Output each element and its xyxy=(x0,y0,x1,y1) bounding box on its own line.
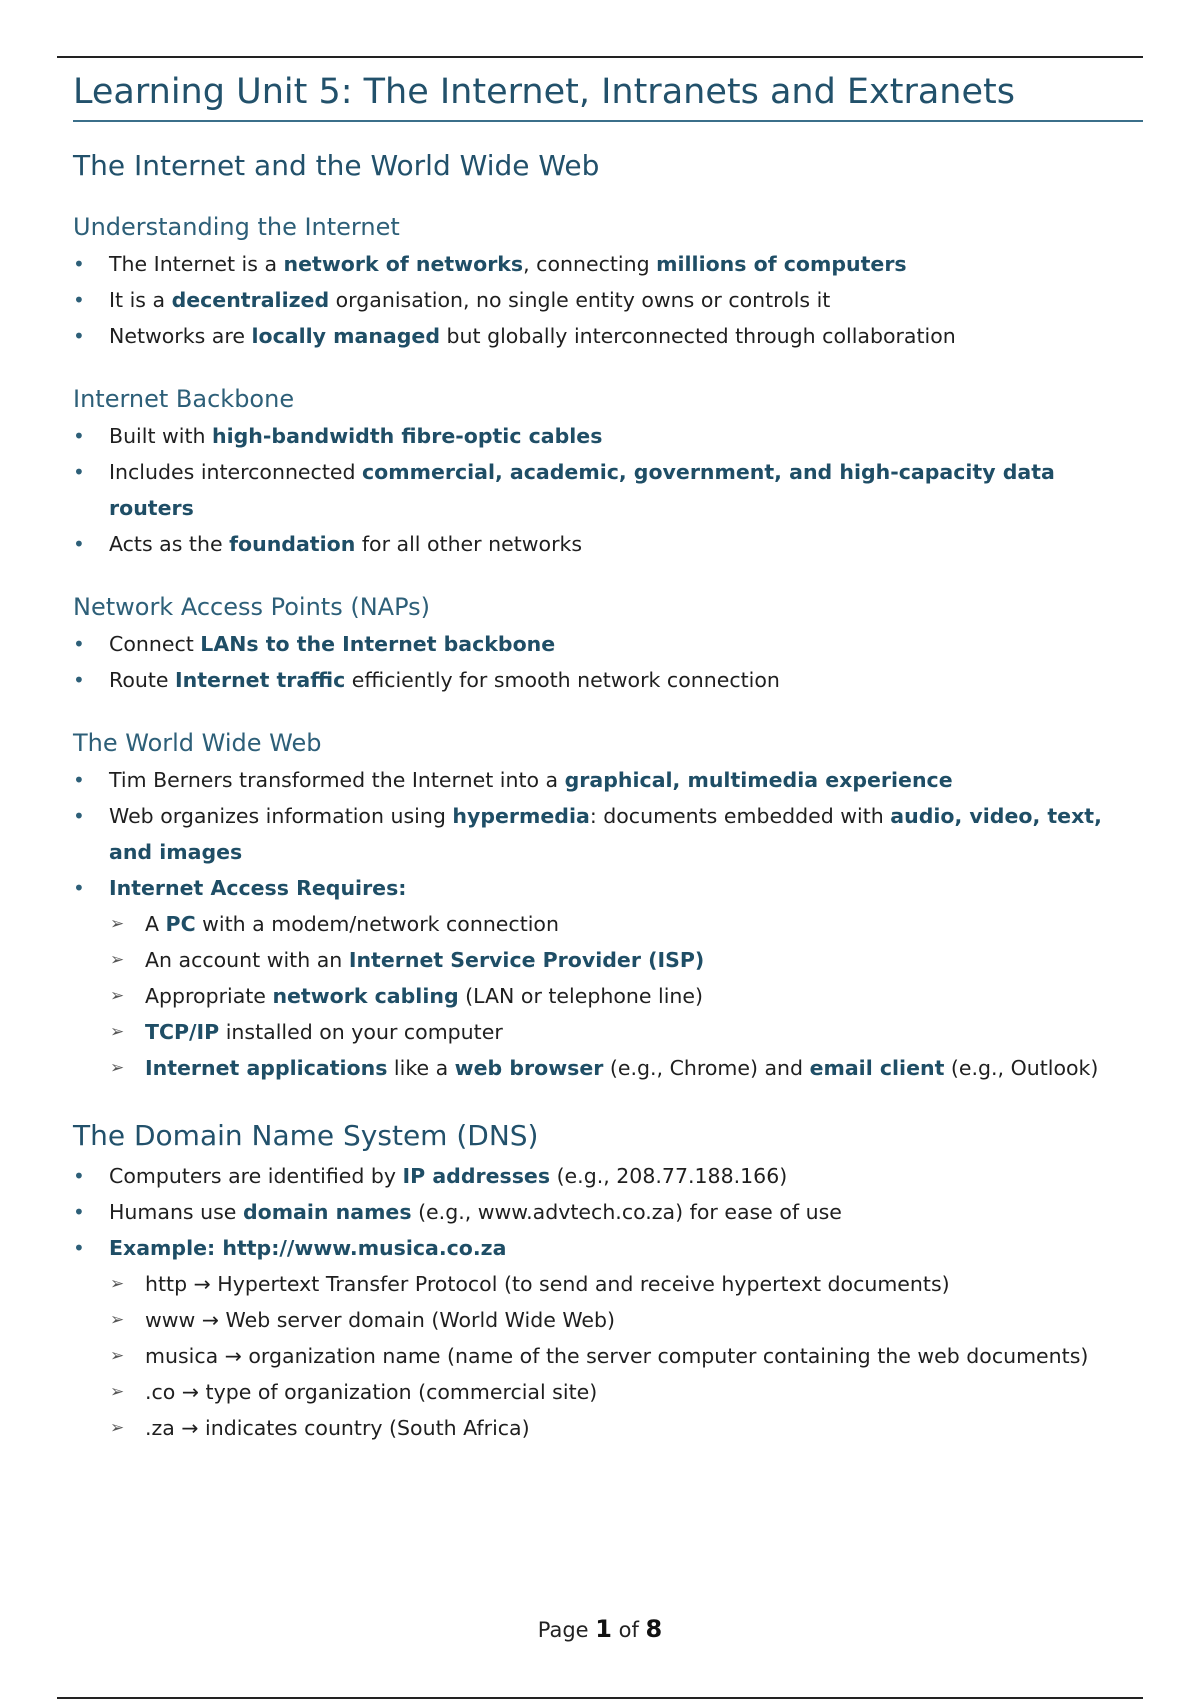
sub-list-item: ➢ Internet applications like a web browser (e.g., Chrome) and email client (e.g., Outlook) xyxy=(73,1050,1143,1086)
list-item: • Tim Berners transformed the Internet into a graphical, multimedia experience xyxy=(73,762,1143,798)
list-item: • Built with high-bandwidth fibre-optic cables xyxy=(73,418,1143,454)
page-number-footer: Page 1 of 8 xyxy=(537,1615,663,1643)
list-item: • Networks are locally managed but globally interconnected through collaboration xyxy=(73,318,1143,354)
list-item: • Example: http://www.musica.co.za xyxy=(73,1230,1143,1266)
list-item: • Includes interconnected commercial, academic, government, and high-capacity data routers xyxy=(73,454,1143,526)
heading-internet-backbone: Internet Backbone xyxy=(73,385,295,413)
sub-list-item: ➢ .za → indicates country (South Africa) xyxy=(73,1410,1143,1446)
list-item: • Humans use domain names (e.g., www.advtech.co.za) for ease of use xyxy=(73,1194,1143,1230)
bottom-rule xyxy=(57,1697,1143,1699)
list-item: • The Internet is a network of networks, connecting millions of computers xyxy=(73,246,1143,282)
naps-list xyxy=(73,626,1143,698)
sub-list-item: ➢ www → Web server domain (World Wide Web) xyxy=(73,1302,1143,1338)
backbone-list xyxy=(73,418,1143,562)
sub-list-item: ➢ Appropriate network cabling (LAN or telephone line) xyxy=(73,978,1143,1014)
heading-naps: Network Access Points (NAPs) xyxy=(73,593,430,621)
list-item: • Acts as the foundation for all other networks xyxy=(73,526,1143,562)
heading-understanding-internet: Understanding the Internet xyxy=(73,213,400,241)
list-item: • It is a decentralized organisation, no single entity owns or controls it xyxy=(73,282,1143,318)
heading-dns: The Domain Name System (DNS) xyxy=(73,1119,539,1152)
list-item: • Web organizes information using hypermedia: documents embedded with audio, video, text, and images xyxy=(73,798,1143,870)
dns-list xyxy=(73,1158,1143,1446)
list-item: • Route Internet traffic efficiently for smooth network connection xyxy=(73,662,1143,698)
list-item: • Connect LANs to the Internet backbone xyxy=(73,626,1143,662)
heading-world-wide-web: The World Wide Web xyxy=(73,729,322,757)
document-page xyxy=(73,68,1143,1446)
page-title: Learning Unit 5: The Internet, Intranets and Extranets xyxy=(73,68,1143,122)
sub-list-item: ➢ .co → type of organization (commercial site) xyxy=(73,1374,1143,1410)
sub-list-item: ➢ TCP/IP installed on your computer xyxy=(73,1014,1143,1050)
top-rule xyxy=(57,56,1143,58)
sub-list-item: ➢ musica → organization name (name of the server computer containing the web documents) xyxy=(73,1338,1143,1374)
total-page-count: 8 xyxy=(645,1615,663,1643)
heading-internet-and-www: The Internet and the World Wide Web xyxy=(73,149,600,182)
sub-list-item: ➢ A PC with a modem/network connection xyxy=(73,906,1143,942)
sub-list-item: ➢ http → Hypertext Transfer Protocol (to send and receive hypertext documents) xyxy=(73,1266,1143,1302)
list-item: • Computers are identified by IP addresses (e.g., 208.77.188.166) xyxy=(73,1158,1143,1194)
list-item: • Internet Access Requires: xyxy=(73,870,1143,906)
www-list xyxy=(73,762,1143,1086)
sub-list-item: ➢ An account with an Internet Service Provider (ISP) xyxy=(73,942,1143,978)
understanding-list xyxy=(73,246,1143,354)
current-page-number: 1 xyxy=(595,1615,612,1643)
